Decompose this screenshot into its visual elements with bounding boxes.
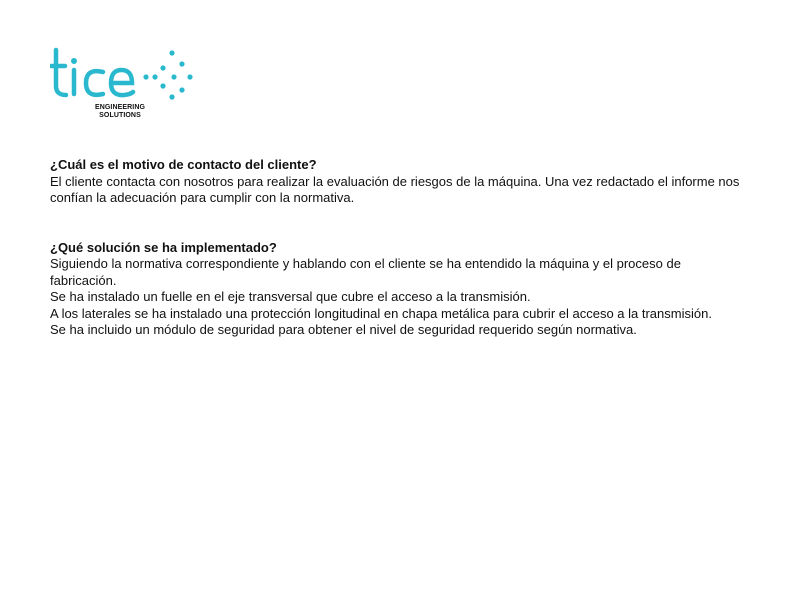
section-heading: ¿Qué solución se ha implementado?	[50, 239, 277, 255]
section-paragraph: Se ha incluido un módulo de seguridad para obtener el nivel de seguridad requerido según normativa.	[50, 322, 637, 337]
section-paragraph: A los laterales se ha instalado una protección longitudinal en chapa metálica para cubrir el acceso a la transmisión.	[50, 305, 712, 321]
section-paragraph: Siguiendo la normativa correspondiente y hablando con el cliente se ha entendido la máquina y el proceso de fabricación.	[50, 256, 681, 288]
section-paragraph: El cliente contacta con nosotros para realizar la evaluación de riesgos de la máquina. Una vez redactado el informe nos confían la adecuación para cumplir con la normativa.	[50, 173, 740, 205]
tice-logo-icon	[50, 46, 200, 104]
logo-tagline	[70, 104, 170, 120]
section-heading: ¿Cuál es el motivo de contacto del cliente?	[50, 157, 317, 172]
section-contact-reason	[50, 157, 750, 207]
company-logo	[50, 46, 200, 126]
section-paragraph: Se ha instalado un fuelle en el eje transversal que cubre el acceso a la transmisión.	[50, 289, 531, 304]
section-solution	[50, 240, 750, 339]
logo-tagline-line1: ENGINEERING	[94, 104, 146, 111]
logo-tagline-line2: SOLUTIONS	[99, 112, 141, 119]
case-study-content	[50, 157, 750, 339]
